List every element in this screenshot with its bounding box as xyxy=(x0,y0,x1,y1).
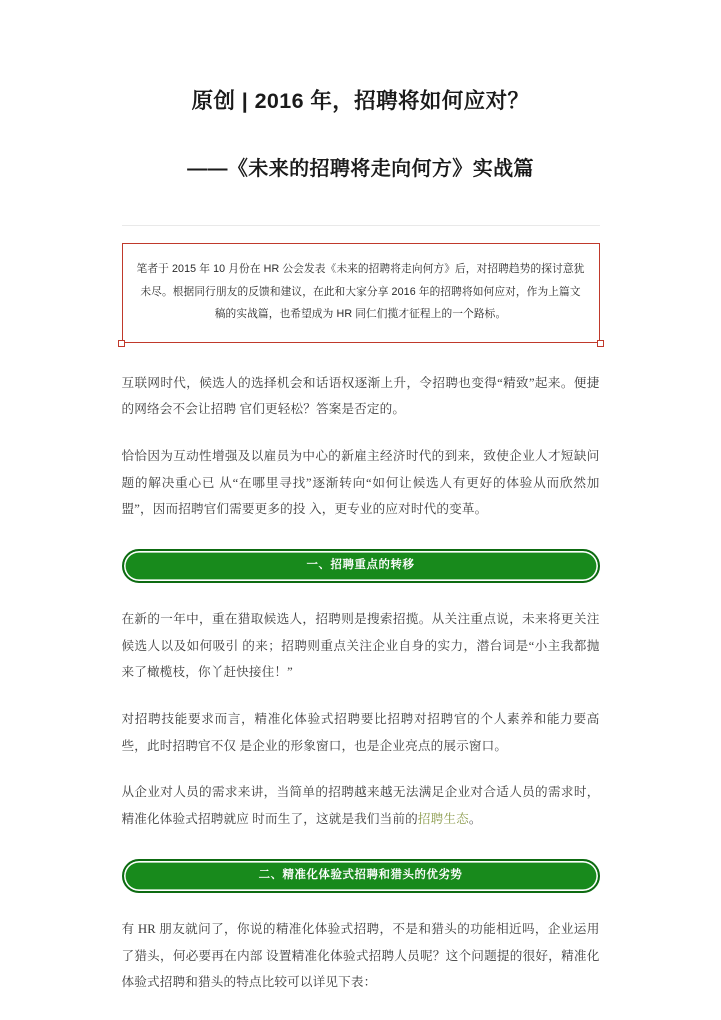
paragraph-3: 在新的一年中，重在猎取候选人，招聘则是搜索招揽。从关注重点说，未来将更关注候选人以及如何吸引 的来；招聘则重点关注企业自身的实力，潜台词是“小主我都抛来了橄榄枝，你丫赶快接住！” xyxy=(121,612,600,680)
paragraph-1: 互联网时代，候选人的选择机会和话语权逐渐上升，令招聘也变得“精致”起来。便捷的网络会不会让招聘 官们更轻松？答案是否定的。 xyxy=(121,375,600,417)
paragraph-5-text-after: 。 xyxy=(468,812,482,827)
section-banner-1-label: 一、招聘重点的转移 xyxy=(306,559,415,572)
resize-handle-bottom-left[interactable] xyxy=(118,340,125,347)
paragraph-4: 对招聘技能要求而言，精准化体验式招聘要比招聘对招聘官的个人素养和能力要高些，此时招聘官不仅 是企业的形象窗口，也是企业亮点的展示窗口。 xyxy=(121,712,600,753)
callout-box-wrapper xyxy=(122,243,600,342)
title-divider xyxy=(122,225,600,226)
paragraph-5 xyxy=(122,759,600,832)
section-banner-2 xyxy=(122,859,600,893)
callout-box[interactable] xyxy=(122,243,600,342)
page-subtitle: ——《未来的招聘将走向何方》实战篇 xyxy=(187,158,534,181)
paragraph-2: 恰恰因为互动性增强及以雇员为中心的新雇主经济时代的到来，致使企业人才短缺问题的解决重心已 从“在哪里寻找”逐渐转向“如何让候选人有更好的体验从而欣然加盟”，因而招聘官们需要更多的投 入，更专业的应对时代的变革。 xyxy=(121,448,600,517)
highlighted-term: 招聘生态 xyxy=(417,812,469,827)
callout-text: 笔者于 2015 年 10 月份在 HR 公会发表《未来的招聘将走向何方》后，对招聘趋势的探讨意犹 未尽。根据同行朋友的反馈和建议，在此和大家分享 2016 年的招聘将如何应对，作为上篇文 稿的实战篇，也希望成为 HR 同仁们揽才征程上的一个路标。 xyxy=(136,263,585,321)
page-title: 原创 | 2016 年，招聘将如何应对？ xyxy=(191,89,530,113)
document-content xyxy=(122,0,600,996)
section-banner-2-label: 二、精准化体验式招聘和猎头的优劣势 xyxy=(258,869,463,882)
paragraph-6: 有 HR 朋友就问了，你说的精准化体验式招聘，不是和猎头的功能相近吗，企业运用了猎头，何必要再在内部 设置精准化体验式招聘人员呢？这个问题提的很好，精准化体验式招聘和猎头的特点比较可以详见下表： xyxy=(121,921,600,990)
resize-handle-bottom-right[interactable] xyxy=(597,340,604,347)
section-banner-1 xyxy=(122,549,600,583)
paragraph-5-text-before: 从企业对人员的需求来讲，当简单的招聘越来越无法满足企业对合适人员的需求时，精准化体验式招聘就应 时而生了，这就是我们当前的 xyxy=(121,785,600,827)
